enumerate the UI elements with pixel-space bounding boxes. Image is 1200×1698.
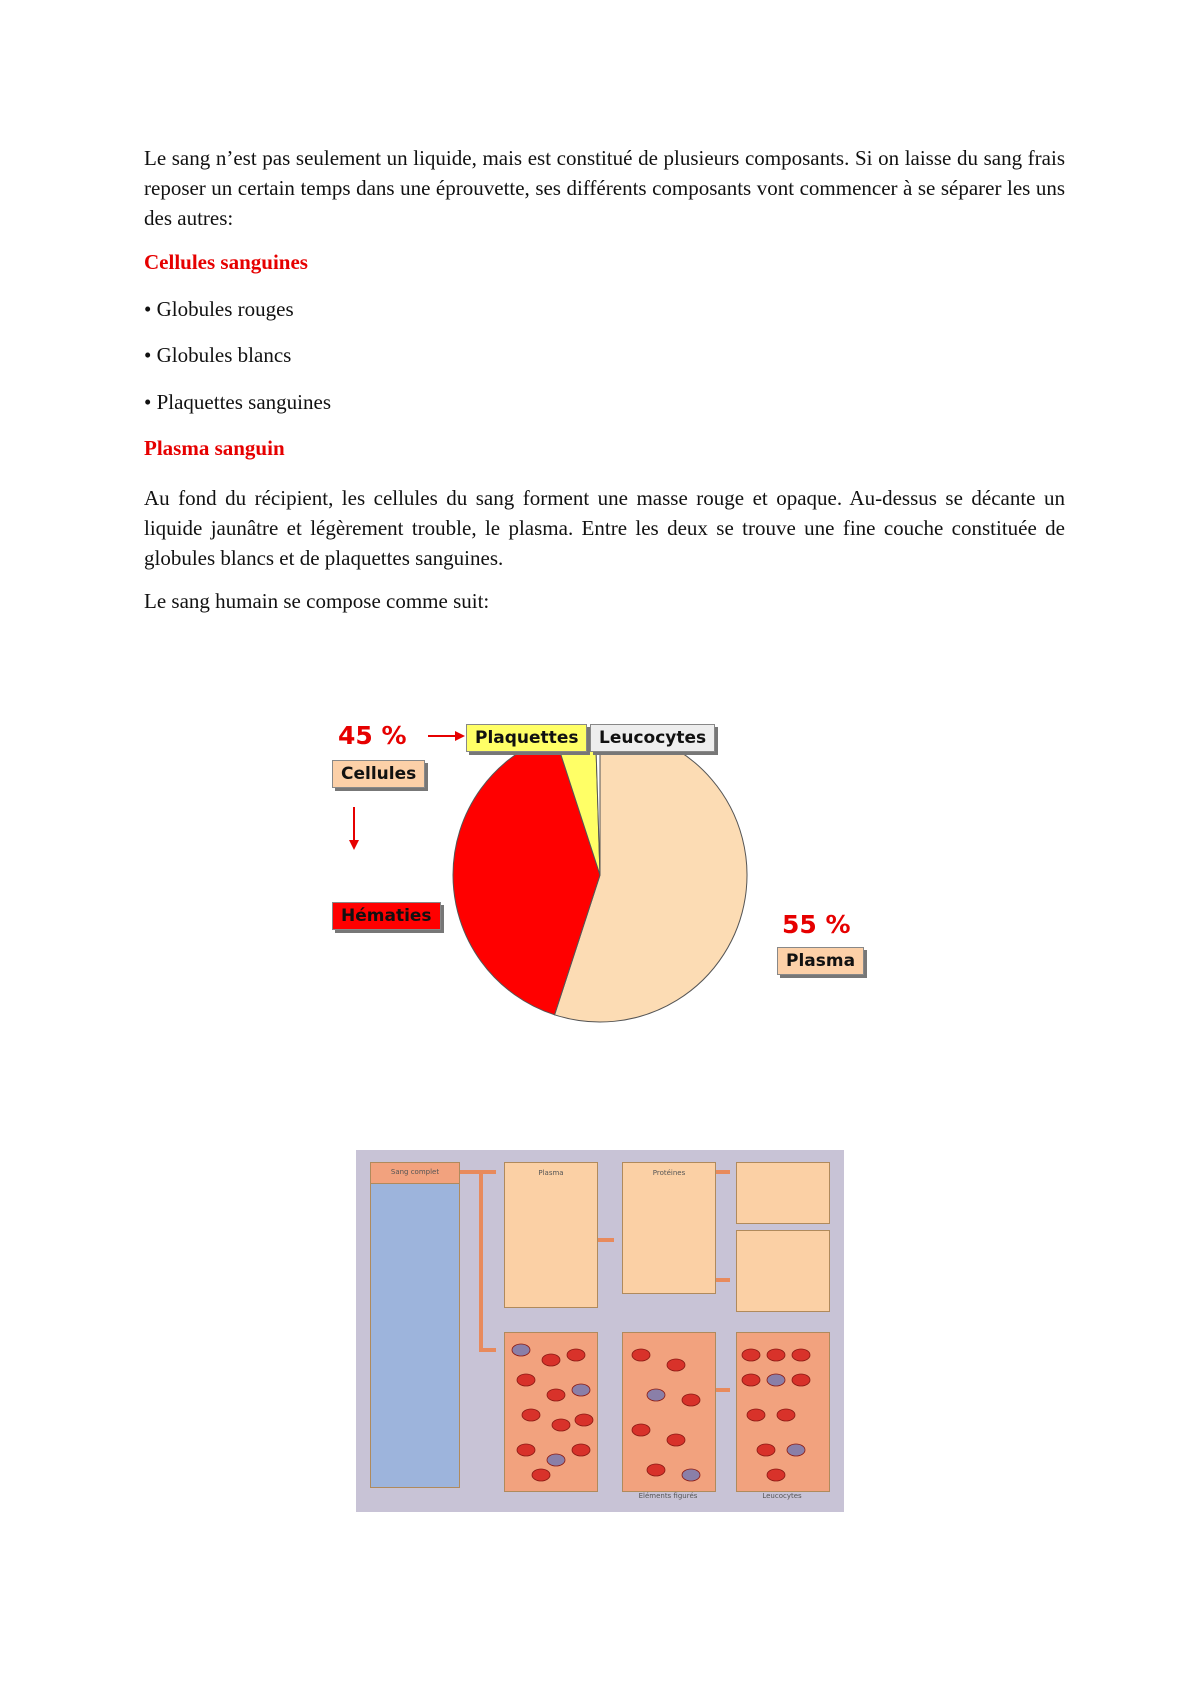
blood-cell-illustration [792,1349,810,1361]
heading-plasma-sanguin: Plasma sanguin [144,436,285,460]
heading-cellules-sanguines: Cellules sanguines [144,250,308,274]
blood-cell-illustration [567,1349,585,1361]
cells-percent: 45 % [338,721,407,750]
blood-cell-illustration [512,1344,530,1356]
blood-cell-illustration [542,1354,560,1366]
label-elements-figures: Eléments figurés [638,1492,698,1500]
blood-cell-illustration [532,1469,550,1481]
blood-cell-illustration [792,1374,810,1386]
blood-cell-illustration [742,1374,760,1386]
blood-cell-illustration [757,1444,775,1456]
label-proteines: Protéines [652,1169,686,1177]
bullet-plaquettes: • Plaquettes sanguines [144,390,331,414]
schematic-decoration [356,1150,844,1512]
blood-cell-illustration [547,1389,565,1401]
composition-intro: Le sang humain se compose comme suit: [144,589,490,613]
blood-cell-illustration [517,1444,535,1456]
label-plasma: Plasma [538,1169,564,1177]
tag-hematies: Hématies [332,902,441,930]
blood-cell-illustration [632,1349,650,1361]
blood-cell-illustration [572,1384,590,1396]
blood-cell-illustration [547,1454,565,1466]
blood-cell-illustration [682,1394,700,1406]
blood-cell-illustration [647,1389,665,1401]
blood-cell-illustration [667,1434,685,1446]
blood-cell-illustration [647,1464,665,1476]
tag-leucocytes: Leucocytes [590,724,715,752]
plasma-paragraph: Au fond du récipient, les cellules du sang forment une masse rouge et opaque. Au-dessus se décante un liquide jaunâtre et légèrement trouble, le plasma. Entre les deux se trouve une fine couche constituée de globules blancs et de plaquettes sanguines. [144,486,1065,570]
blood-cell-illustration [777,1409,795,1421]
arrow-down-icon [349,807,359,850]
bullet-globules-blancs: • Globules blancs [144,343,292,367]
blood-cell-illustration [767,1469,785,1481]
blood-cell-illustration [767,1349,785,1361]
blood-cell-illustration [742,1349,760,1361]
blood-cell-illustration [517,1374,535,1386]
arrow-icon [460,1172,496,1350]
blood-cell-illustration [575,1414,593,1426]
label-sang-complet: Sang complet [390,1168,440,1176]
blood-cell-illustration [552,1419,570,1431]
blood-cell-illustration [632,1424,650,1436]
label-leucocytes: Leucocytes [762,1492,802,1500]
bullet-globules-rouges: • Globules rouges [144,297,294,321]
arrow-right-icon [428,731,465,741]
blood-cell-illustration [787,1444,805,1456]
blood-cell-illustration [667,1359,685,1371]
tag-plaquettes: Plaquettes [466,724,587,752]
blood-cell-illustration [682,1469,700,1481]
blood-cell-illustration [767,1374,785,1386]
intro-paragraph: Le sang n’est pas seulement un liquide, mais est constitué de plusieurs composants. Si on laisse du sang frais reposer un certain temps dans une éprouvette, ses différents composants vont commencer à se séparer les uns des autres: [144,146,1065,230]
tag-cellules: Cellules [332,760,425,788]
blood-components-schematic [356,1150,844,1512]
blood-cell-illustration [572,1444,590,1456]
tag-plasma: Plasma [777,947,864,975]
blood-cell-illustration [522,1409,540,1421]
plasma-percent: 55 % [782,910,851,939]
blood-composition-chart [320,715,880,1105]
blood-cell-illustration [747,1409,765,1421]
